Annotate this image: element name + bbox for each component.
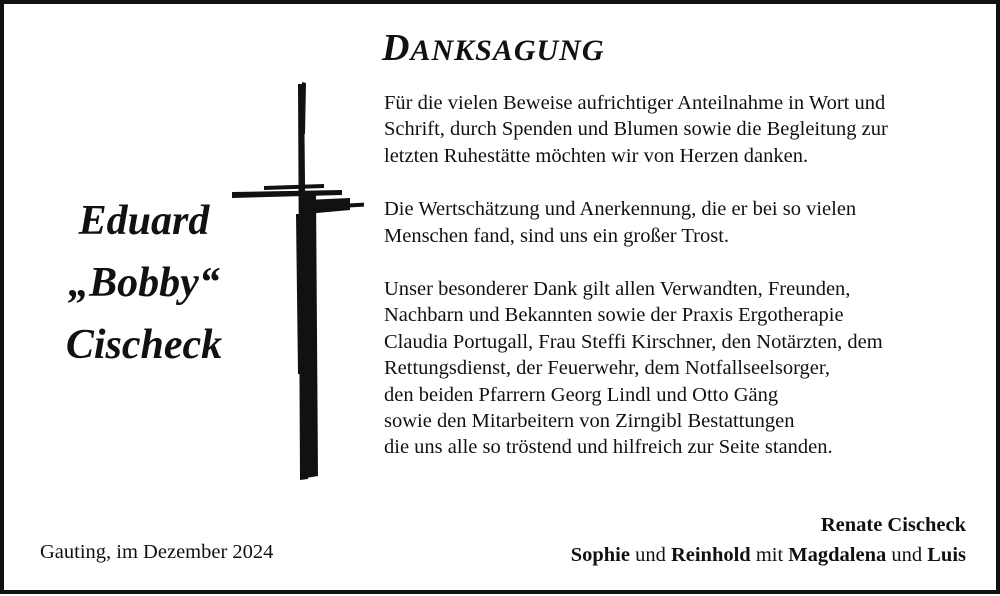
text-line: Claudia Portugall, Frau Steffi Kirschner, den Notärzten, dem bbox=[384, 330, 883, 353]
cross-icon bbox=[224, 74, 364, 494]
text-line: Nachbarn und Bekannten sowie der Praxis Ergotherapie bbox=[384, 304, 844, 327]
text-line: Menschen fand, sind uns ein großer Trost. bbox=[384, 224, 730, 247]
first-name: Eduard bbox=[78, 198, 210, 244]
paragraph-3 bbox=[384, 276, 984, 461]
place-date: Gauting, im Dezember 2024 bbox=[40, 541, 274, 563]
text-line: den beiden Pfarrern Georg Lindl und Otto Gäng bbox=[384, 383, 779, 406]
title-rest: ANKSAGUNG bbox=[410, 34, 605, 67]
text-line: Rettungsdienst, der Feuerwehr, dem Notfallseelsorger, bbox=[384, 357, 831, 380]
page-title bbox=[382, 26, 605, 70]
thank-you-text bbox=[384, 90, 984, 488]
paragraph-2 bbox=[384, 196, 984, 249]
nickname: „Bobby“ bbox=[68, 260, 220, 306]
text-line: die uns alle so tröstend und hilfreich zur Seite standen. bbox=[384, 436, 833, 459]
title-initial: D bbox=[382, 27, 411, 69]
conjunction: und bbox=[635, 544, 666, 566]
conjunction: mit bbox=[755, 544, 784, 566]
text-line: letzten Ruhestätte möchten wir von Herzen danken. bbox=[384, 144, 809, 167]
signer-name: Renate Cischeck bbox=[820, 514, 966, 536]
signer-name: Luis bbox=[927, 544, 966, 566]
text-line: Die Wertschätzung und Anerkennung, die er bei so vielen bbox=[384, 198, 857, 221]
signer-line-1 bbox=[571, 510, 966, 540]
signer-name: Reinhold bbox=[670, 544, 751, 566]
signer-line-2 bbox=[571, 540, 966, 570]
conjunction: und bbox=[891, 544, 923, 566]
deceased-name bbox=[34, 190, 254, 376]
signer-name: Sophie bbox=[570, 544, 630, 566]
text-line: sowie den Mitarbeitern von Zirngibl Bestattungen bbox=[384, 410, 795, 433]
paragraph-1 bbox=[384, 90, 984, 169]
last-name: Cischeck bbox=[65, 322, 223, 368]
text-line: Unser besonderer Dank gilt allen Verwandten, Freunden, bbox=[384, 278, 851, 301]
signers bbox=[571, 510, 966, 570]
text-line: Für die vielen Beweise aufrichtiger Anteilnahme in Wort und bbox=[384, 92, 886, 114]
signer-name: Magdalena bbox=[788, 544, 887, 566]
text-line: Schrift, durch Spenden und Blumen sowie die Begleitung zur bbox=[384, 118, 888, 141]
